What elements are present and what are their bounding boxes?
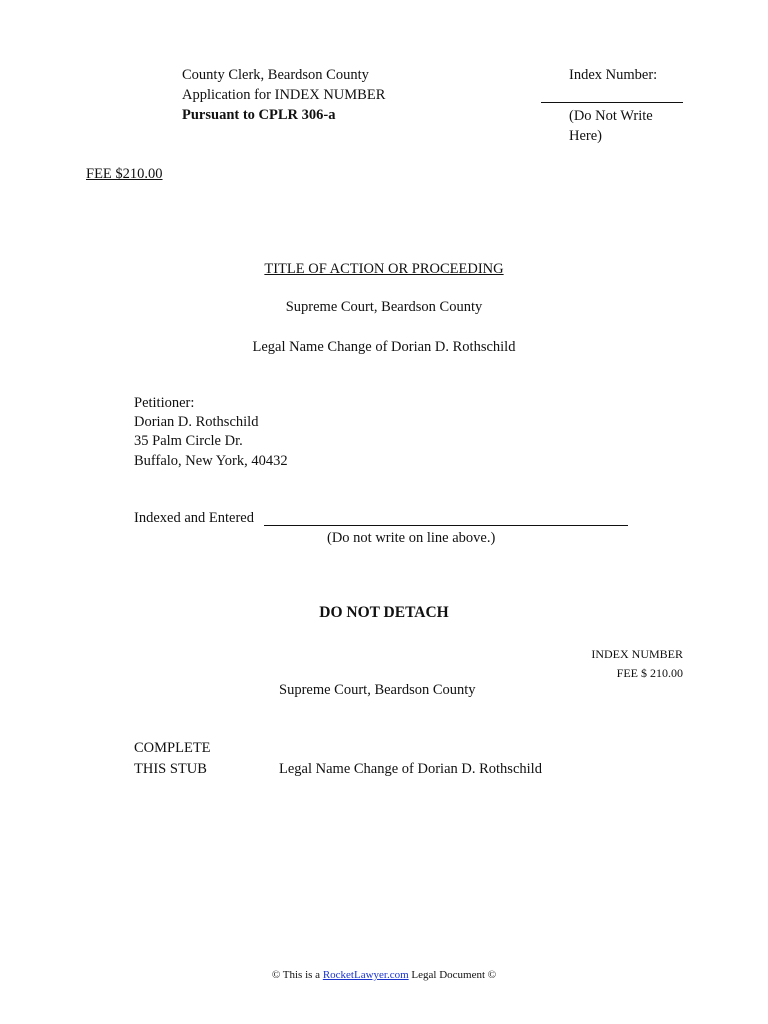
stub-complete-label: COMPLETE [134, 740, 211, 756]
case-title: Legal Name Change of Dorian D. Rothschild [252, 339, 516, 355]
stub-court-name: Supreme Court, Beardson County [279, 682, 476, 698]
stub-index-number: INDEX NUMBER [591, 647, 683, 661]
index-number-label: Index Number: [569, 67, 658, 83]
petitioner-label: Petitioner: [134, 395, 195, 411]
title-heading: TITLE OF ACTION OR PROCEEDING [264, 261, 504, 277]
stub-fee: FEE $ 210.00 [616, 666, 683, 680]
petitioner-address-2: Buffalo, New York, 40432 [134, 453, 288, 469]
indexed-note: (Do not write on line above.) [327, 530, 496, 546]
petitioner-address-1: 35 Palm Circle Dr. [134, 433, 243, 449]
clerk-line: County Clerk, Beardson County [182, 67, 369, 83]
petitioner-name: Dorian D. Rothschild [134, 414, 259, 430]
rocketlawyer-link[interactable]: RocketLawyer.com [322, 969, 409, 981]
stub-this-stub-label: THIS STUB [134, 761, 207, 777]
cplr-line: Pursuant to CPLR 306-a [182, 107, 336, 123]
footer-suffix: Legal Document © [411, 969, 497, 981]
do-not-write-note-1: (Do Not Write [569, 108, 653, 124]
do-not-detach-heading: DO NOT DETACH [319, 604, 449, 621]
court-name: Supreme Court, Beardson County [285, 299, 483, 315]
indexed-label: Indexed and Entered [134, 510, 254, 526]
do-not-write-note-2: Here) [569, 128, 603, 144]
index-number-line [541, 102, 683, 103]
application-line: Application for INDEX NUMBER [182, 87, 386, 103]
indexed-line [264, 525, 628, 526]
fee-label: FEE $210.00 [86, 166, 163, 182]
footer-prefix: © This is a [271, 969, 321, 981]
footer [0, 965, 768, 985]
stub-case-title: Legal Name Change of Dorian D. Rothschild [279, 761, 542, 777]
